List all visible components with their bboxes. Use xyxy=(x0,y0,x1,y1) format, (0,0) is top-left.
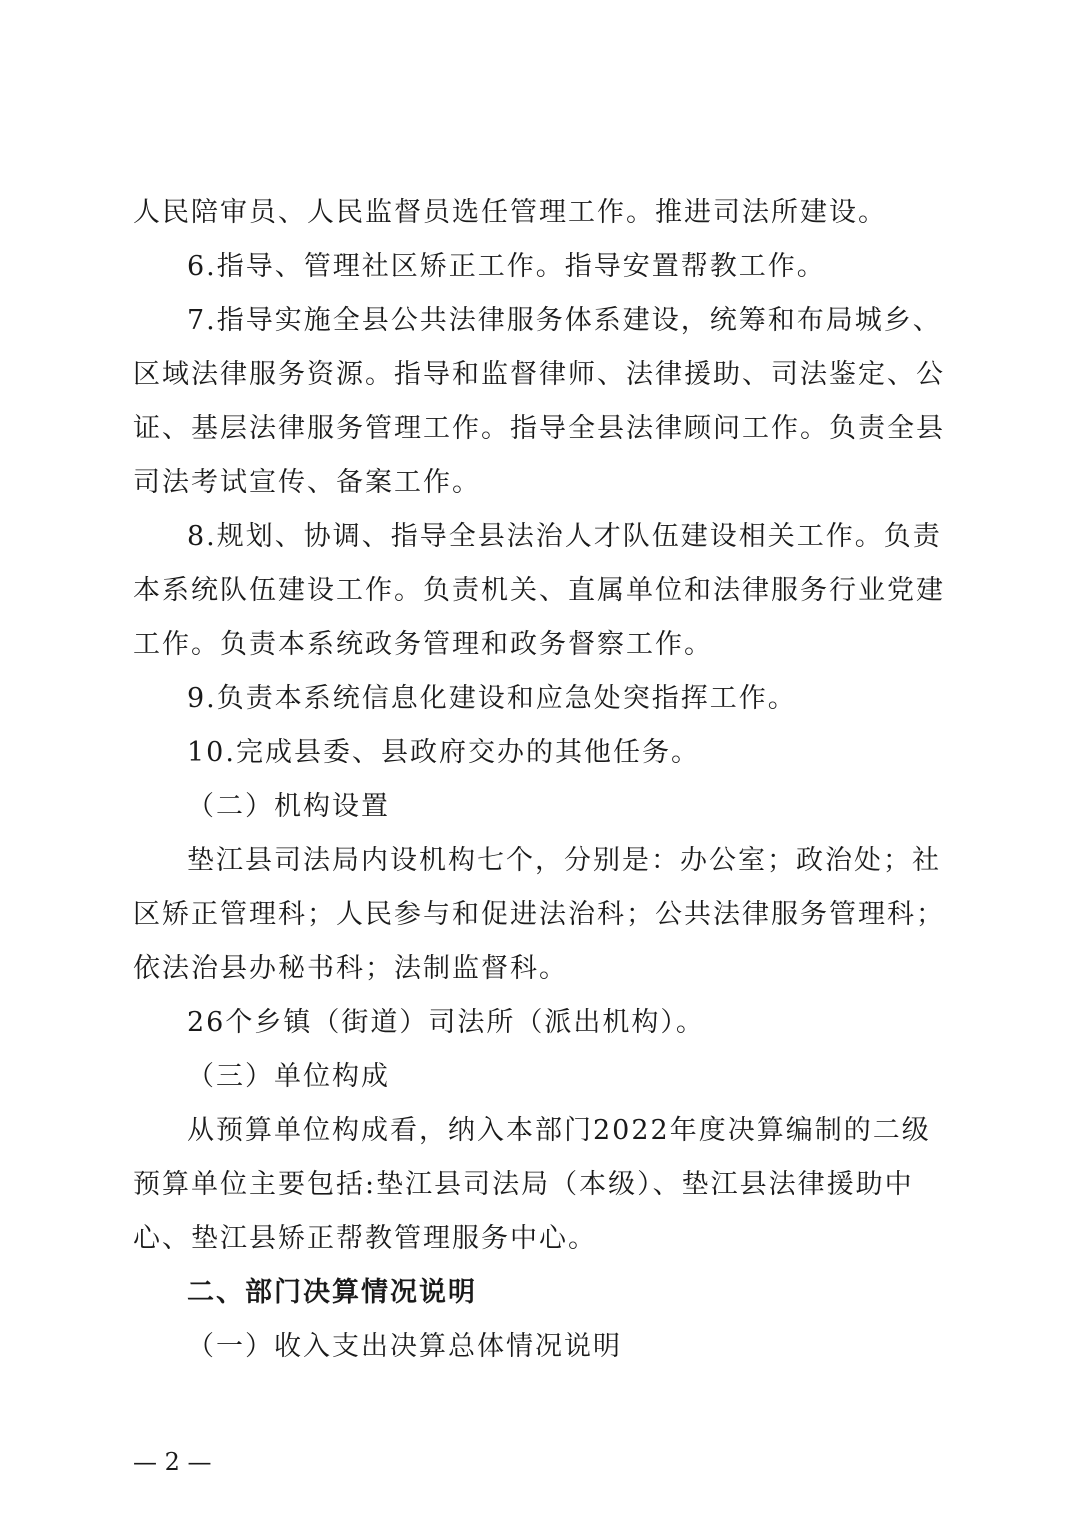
section-heading: 二、部门决算情况说明 xyxy=(187,1277,477,1308)
paragraph-line: 人民陪审员、人民监督员选任管理工作。推进司法所建设。 xyxy=(133,197,887,228)
paragraph-line: 7.指导实施全县公共法律服务体系建设，统筹和布局城乡、 xyxy=(187,305,942,336)
paragraph-line: 9.负责本系统信息化建设和应急处突指挥工作。 xyxy=(187,683,797,714)
paragraph-line: 区矫正管理科；人民参与和促进法治科；公共法律服务管理科； xyxy=(133,899,945,930)
paragraph-line: 司法考试宣传、备案工作。 xyxy=(133,467,481,498)
paragraph-line: 心、垫江县矫正帮教管理服务中心。 xyxy=(133,1223,597,1254)
paragraph-line: 依法治县办秘书科；法制监督科。 xyxy=(133,953,568,984)
paragraph-line: 区域法律服务资源。指导和监督律师、法律援助、司法鉴定、公 xyxy=(133,359,945,390)
paragraph-line: 从预算单位构成看，纳入本部门2022年度决算编制的二级 xyxy=(187,1115,931,1146)
paragraph-line: 工作。负责本系统政务管理和政务督察工作。 xyxy=(133,629,713,660)
paragraph-line: 26个乡镇（街道）司法所（派出机构）。 xyxy=(187,1007,705,1038)
paragraph-line: 6.指导、管理社区矫正工作。指导安置帮教工作。 xyxy=(187,251,826,282)
paragraph-line: 证、基层法律服务管理工作。指导全县法律顾问工作。负责全县 xyxy=(133,413,945,444)
paragraph-line: 本系统队伍建设工作。负责机关、直属单位和法律服务行业党建 xyxy=(133,575,945,606)
paragraph-line: 预算单位主要包括:垫江县司法局（本级）、垫江县法律援助中 xyxy=(133,1169,914,1200)
paragraph-line: 10.完成县委、县政府交办的其他任务。 xyxy=(187,737,700,768)
page-number: — 2 — xyxy=(133,1448,212,1476)
paragraph-line: 8.规划、协调、指导全县法治人才队伍建设相关工作。负责 xyxy=(187,521,942,552)
paragraph-line: 垫江县司法局内设机构七个，分别是：办公室；政治处；社 xyxy=(187,845,941,876)
section-subheading: （二）机构设置 xyxy=(187,791,390,822)
section-subheading: （一）收入支出决算总体情况说明 xyxy=(187,1331,622,1362)
section-subheading: （三）单位构成 xyxy=(187,1061,390,1092)
